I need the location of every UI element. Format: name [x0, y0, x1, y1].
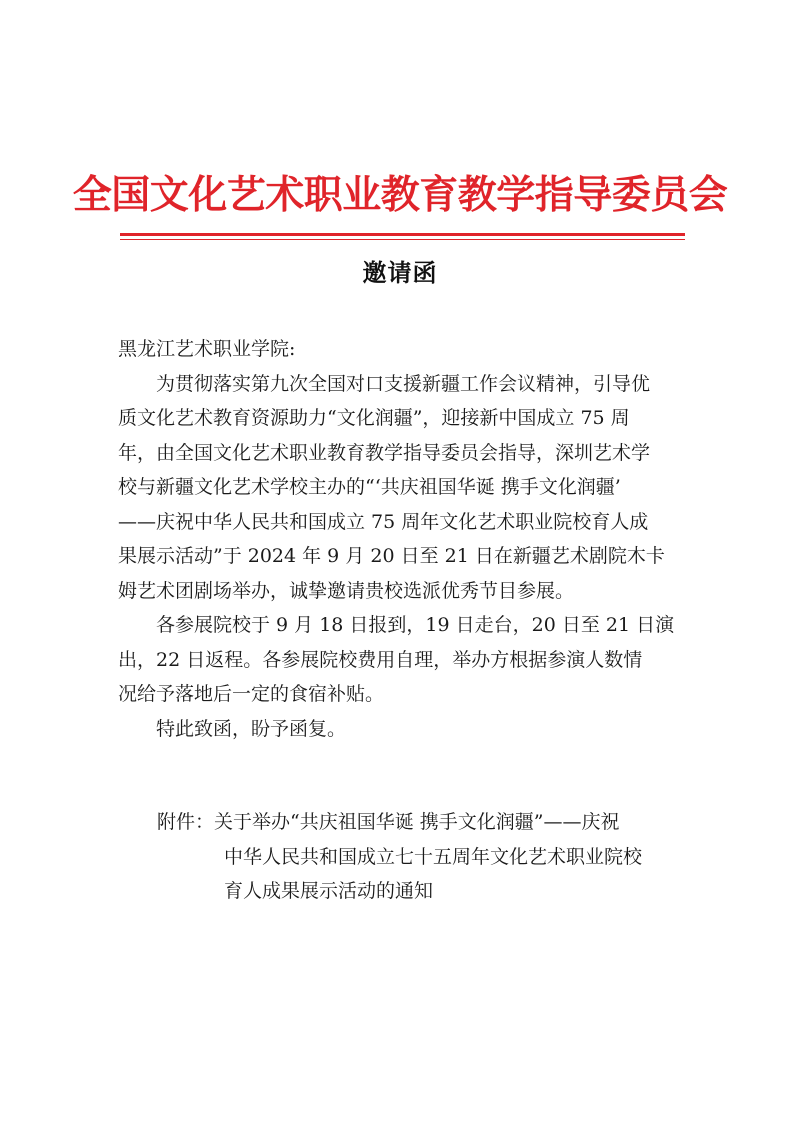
paragraph1-line: 年，由全国文化艺术职业教育教学指导委员会指导，深圳艺术学	[118, 441, 651, 464]
paragraph1-line: ——庆祝中华人民共和国成立 75 周年文化艺术职业院校育人成	[118, 510, 649, 533]
attachment-line: 育人成果展示活动的通知	[224, 880, 434, 902]
letterhead-organization-title: 全国文化艺术职业教育教学指导委员会	[72, 173, 728, 218]
salutation: 黑龙江艺术职业学院:	[118, 338, 296, 360]
closing-line: 特此致函，盼予函复。	[156, 717, 347, 740]
paragraph1-line: 果展示活动”于 2024 年 9 月 20 日至 21 日在新疆艺术剧院木卡	[118, 545, 665, 567]
paragraph1-line: 质文化艺术教育资源助力“文化润疆”，迎接新中国成立 75 周	[118, 407, 630, 429]
paragraph2-line: 出，22 日返程。各参展院校费用自理，举办方根据参演人数情	[118, 648, 643, 671]
attachment-note	[157, 805, 697, 909]
attachment-line: 附件：关于举办“共庆祖国华诞 携手文化润疆”——庆祝	[157, 811, 620, 833]
attachment-line: 中华人民共和国成立七十五周年文化艺术职业院校	[224, 845, 643, 868]
document-title: 邀请函	[362, 258, 438, 287]
paragraph2-line: 各参展院校于 9 月 18 日报到，19 日走台，20 日至 21 日演	[156, 614, 675, 636]
paragraph2-line: 况给予落地后一定的食宿补贴。	[118, 683, 385, 705]
letterhead-red-rule-thin	[120, 239, 685, 240]
letter-body	[118, 332, 688, 746]
paragraph1-line: 姆艺术团剧场举办，诚挚邀请贵校选派优秀节目参展。	[118, 579, 575, 602]
paragraph1-line: 校与新疆文化艺术学校主办的“‘共庆祖国华诞 携手文化润疆’	[118, 476, 621, 498]
letterhead-red-rule-thick	[120, 233, 685, 236]
paragraph1-line: 为贯彻落实第九次全国对口支援新疆工作会议精神，引导优	[156, 372, 651, 395]
